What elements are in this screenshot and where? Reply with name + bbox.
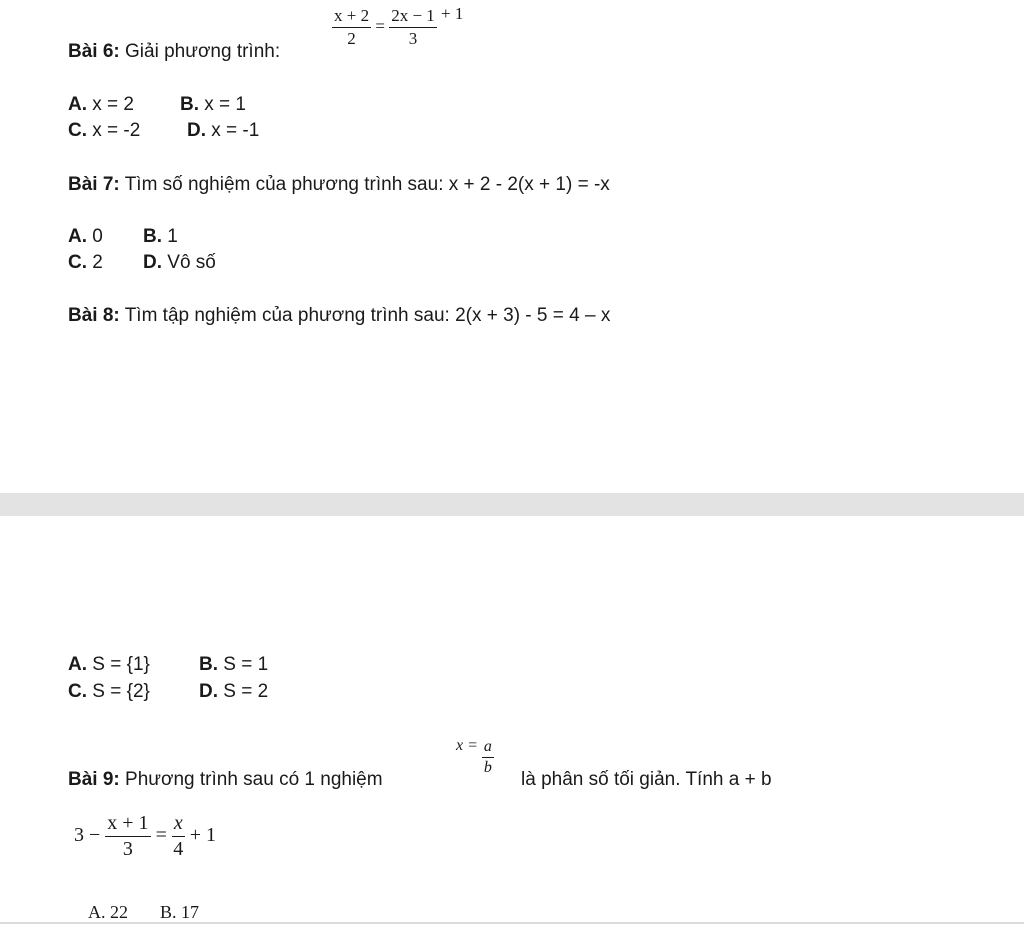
q9-fraction-2	[172, 812, 185, 861]
option-text: x = 1	[204, 94, 247, 115]
option-label: B.	[180, 94, 199, 115]
q9-text-after: là phân số tối giản. Tính a + b	[521, 769, 772, 790]
q7-label: Bài 7:	[68, 174, 120, 195]
q9-label: Bài 9:	[68, 769, 120, 790]
q7-option-a	[68, 226, 103, 248]
q6-lhs-denominator: 2	[347, 29, 356, 48]
option-label: D.	[143, 252, 162, 273]
option-label: C.	[68, 252, 87, 273]
option-label: D.	[187, 120, 206, 141]
option-label: A.	[68, 226, 87, 247]
q9-inline-equation	[456, 738, 494, 777]
q9-numerator-1: x + 1	[105, 812, 150, 837]
option-label: B.	[160, 902, 177, 922]
q9-option-a	[88, 902, 128, 923]
q9-inline-lhs: x =	[456, 737, 478, 755]
q9-inline-denominator: b	[483, 759, 492, 776]
option-text: 2	[92, 252, 103, 273]
option-label: A.	[68, 654, 87, 675]
option-label: C.	[68, 120, 87, 141]
option-text: x = -1	[211, 120, 260, 141]
q9-eq-tail: + 1	[189, 824, 217, 847]
option-text: Vô số	[167, 252, 216, 273]
q9-inline-fraction	[482, 738, 494, 777]
q8-text: Tìm tập nghiệm của phương trình sau: 2(x + 3) - 5 = 4 – x	[124, 305, 611, 326]
option-text: S = {2}	[92, 681, 150, 702]
bottom-divider	[0, 922, 1024, 924]
q9-eq-lead: 3 −	[74, 824, 101, 847]
option-text: 1	[167, 226, 178, 247]
q7-text: Tìm số nghiệm của phương trình sau: x + 2 - 2(x + 1) = -x	[124, 174, 610, 195]
q9-inline-numerator: a	[482, 738, 494, 758]
option-label: B.	[143, 226, 162, 247]
q9-numerator-2: x	[172, 812, 185, 837]
q6-option-d	[187, 120, 259, 142]
q6-lhs-fraction	[332, 6, 371, 49]
option-text: S = 2	[223, 681, 269, 702]
q6-rhs-numerator: 2x − 1	[389, 6, 437, 28]
q9-equation	[74, 812, 216, 861]
q6-equation	[332, 6, 463, 49]
q7-option-b	[143, 226, 178, 248]
q9-denominator-1: 3	[122, 838, 133, 860]
q6-rhs-fraction	[389, 6, 437, 49]
q6-option-a	[68, 94, 134, 116]
q9-equals: =	[155, 824, 167, 847]
q6-text: Giải phương trình:	[125, 41, 281, 62]
q6-prompt	[68, 41, 280, 63]
q8-option-a	[68, 654, 150, 676]
option-text: x = 2	[92, 94, 135, 115]
q9-fraction-1	[105, 812, 150, 861]
option-text: S = 1	[223, 654, 269, 675]
q7-prompt	[68, 174, 610, 196]
q6-rhs-tail: + 1	[441, 4, 464, 24]
option-label: A.	[68, 94, 87, 115]
q7-option-c	[68, 252, 103, 274]
q8-option-c	[68, 681, 150, 703]
option-text: x = -2	[92, 120, 141, 141]
q9-text-before: Phương trình sau có 1 nghiệm	[125, 769, 383, 790]
q9-option-b	[160, 902, 199, 923]
q6-option-b	[180, 94, 246, 116]
q6-option-c	[68, 120, 140, 142]
q6-lhs-numerator: x + 2	[332, 6, 371, 28]
q7-option-d	[143, 252, 216, 274]
q9-prompt-start	[68, 769, 383, 791]
q8-option-b	[199, 654, 268, 676]
option-label: B.	[199, 654, 218, 675]
option-label: A.	[88, 902, 106, 922]
q8-option-d	[199, 681, 268, 703]
q6-equals: =	[375, 16, 385, 36]
option-label: D.	[199, 681, 218, 702]
option-text: 17	[181, 902, 200, 922]
q9-denominator-2: 4	[173, 838, 184, 860]
q6-rhs-denominator: 3	[408, 29, 418, 48]
q8-label: Bài 8:	[68, 305, 120, 326]
option-text: 22	[110, 902, 128, 922]
option-text: 0	[92, 226, 103, 247]
q6-label: Bài 6:	[68, 41, 120, 62]
q8-prompt	[68, 305, 610, 327]
page-break-separator	[0, 493, 1024, 516]
option-label: C.	[68, 681, 87, 702]
option-text: S = {1}	[92, 654, 150, 675]
